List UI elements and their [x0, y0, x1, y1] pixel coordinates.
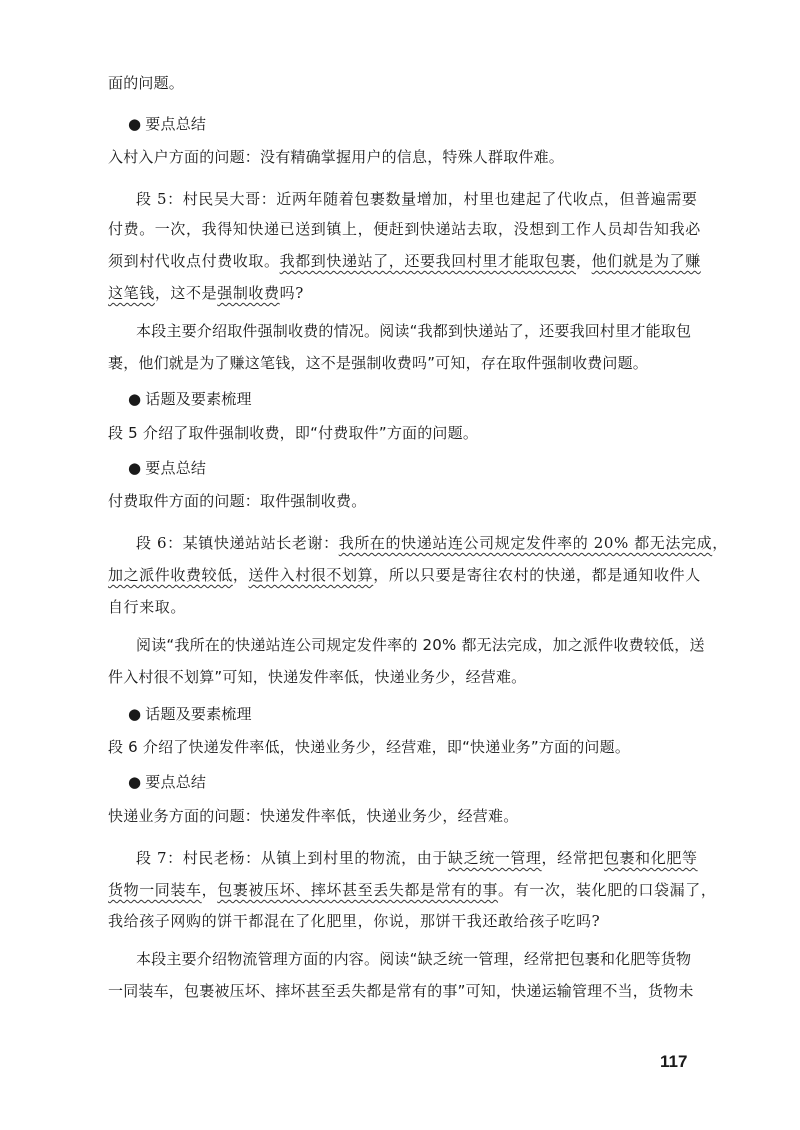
quote-text: ，这不是 — [154, 284, 218, 302]
heading-text: 要点总结 — [145, 459, 207, 477]
text-line: 面的问题。 — [108, 74, 185, 92]
section-heading — [128, 113, 728, 135]
underlined-phrase: 加之派件收费较低 — [108, 566, 233, 584]
bullet-icon: ● — [128, 390, 142, 408]
heading-text: 话题及要素梳理 — [145, 705, 252, 723]
quote-text: 段 7：村民老杨：从镇上到村里的物流，由于 — [136, 849, 448, 867]
quote-text: ， — [576, 252, 592, 270]
quote-text: 须到村代收点付费收取。 — [108, 252, 280, 270]
quote-text: ，经常把 — [541, 849, 604, 867]
quote-text: 。有一次，装化肥的口袋漏了， — [498, 881, 717, 899]
section-heading — [128, 771, 728, 793]
quote-text: 段 6：某镇快递站站长老谢： — [136, 534, 339, 552]
underlined-phrase: 包裹和化肥等 — [603, 849, 698, 867]
quote-text: 吗? — [279, 284, 304, 302]
quote-line: 付费。一次，我得知快递已送到镇上，便赶到快递站去取，没想到工作人员却告知我必 — [108, 220, 701, 238]
analysis-line: 本段主要介绍取件强制收费的情况。阅读“我都到快递站了，还要我回村里才能取包 — [136, 322, 692, 340]
topic-line: 段 5 介绍了取件强制收费，即“付费取件”方面的问题。 — [108, 424, 479, 442]
quote-line — [136, 847, 736, 869]
heading-text: 要点总结 — [145, 773, 207, 791]
quote-line — [108, 564, 708, 586]
analysis-line: 件入村很不划算”可知，快递发件率低，快递业务少，经营难。 — [108, 668, 527, 686]
summary-line: 入村入户方面的问题：没有精确掌握用户的信息，特殊人群取件难。 — [108, 148, 565, 166]
underlined-phrase: 他们就是为了赚 — [591, 252, 701, 270]
quote-text: ，所以只要是寄往农村的快递，都是通知收件人 — [373, 566, 701, 584]
quote-line — [108, 879, 717, 901]
quote-text: ， — [232, 566, 249, 584]
bullet-icon: ● — [128, 115, 142, 133]
bullet-icon: ● — [128, 459, 142, 477]
summary-line: 付费取件方面的问题：取件强制收费。 — [108, 492, 367, 510]
heading-text: 话题及要素梳理 — [145, 390, 252, 408]
underlined-phrase: 这笔钱 — [108, 284, 155, 302]
page-number: 117 — [660, 1052, 688, 1071]
quote-line: 段 5：村民吴大哥：近两年随着包裹数量增加，村里也建起了代收点，但普遍需要 — [136, 190, 698, 208]
section-heading — [128, 457, 728, 479]
quote-line — [108, 250, 708, 272]
section-heading — [128, 388, 728, 410]
summary-line: 快递业务方面的问题：快递发件率低，快递业务少，经营难。 — [108, 807, 519, 825]
analysis-line: 阅读“我所在的快递站连公司规定发件率的 20% 都无法完成，加之派件收费较低，送 — [136, 636, 705, 654]
underlined-phrase: 我都到快递站了，还要我回村里才能取包裹 — [279, 252, 577, 270]
topic-line: 段 6 介绍了快递发件率低，快递业务少，经营难，即“快递业务”方面的问题。 — [108, 738, 631, 756]
underlined-phrase: 我所在的快递站连公司规定发件率的 20% 都无法完成 — [338, 534, 713, 552]
underlined-phrase: 强制收费 — [217, 284, 280, 302]
heading-text: 要点总结 — [145, 115, 207, 133]
section-heading — [128, 703, 728, 725]
quote-line — [108, 282, 708, 304]
underlined-phrase: 送件入村很不划算 — [248, 566, 374, 584]
underlined-phrase: 缺乏统一管理 — [447, 849, 542, 867]
quote-text: ， — [712, 534, 728, 552]
underlined-phrase: 包裹被压坏、摔坏甚至丢失都是常有的事 — [217, 881, 499, 899]
bullet-icon: ● — [128, 705, 142, 723]
analysis-line: 本段主要介绍物流管理方面的内容。阅读“缺乏统一管理，经常把包裹和化肥等货物 — [136, 950, 692, 968]
underlined-phrase: 货物一同装车 — [108, 881, 202, 899]
analysis-line: 裹，他们就是为了赚这笔钱，这不是强制收费吗”可知，存在取件强制收费问题。 — [108, 354, 648, 372]
quote-text: ， — [201, 881, 218, 899]
bullet-icon: ● — [128, 773, 142, 791]
quote-line: 我给孩子网购的饼干都混在了化肥里，你说，那饼干我还敢给孩子吃吗? — [108, 912, 601, 930]
quote-line: 自行来取。 — [108, 598, 187, 616]
analysis-line: 一同装车，包裹被压坏、摔坏甚至丢失都是常有的事”可知，快递运输管理不当，货物未 — [108, 982, 694, 1000]
quote-line — [136, 532, 736, 554]
